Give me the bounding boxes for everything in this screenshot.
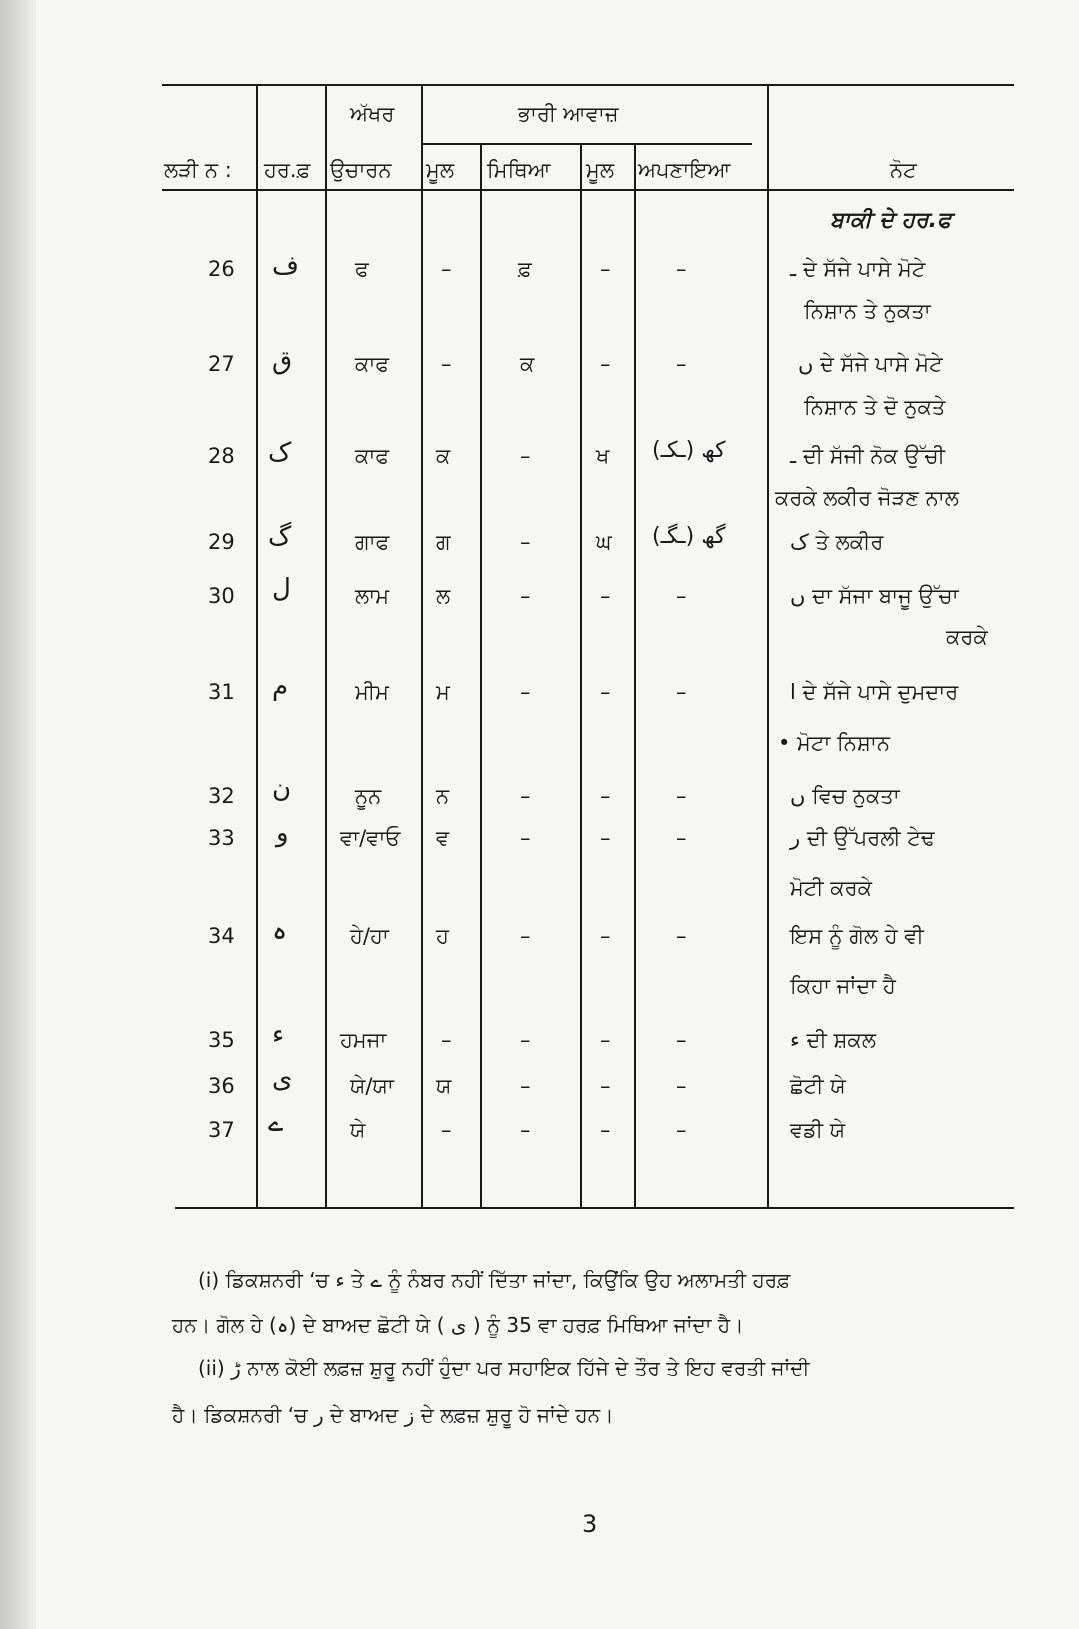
- row-29-name: ਗਾਫ: [355, 530, 390, 554]
- row-34-letter: ہ: [272, 916, 288, 946]
- row-27-note-1: ں ਦੇ ਸੱਜੇ ਪਾਸੇ ਮੋਟੇ: [798, 352, 943, 376]
- row-30-note-2: ਕਰਕੇ: [946, 625, 988, 649]
- row-35-name: ਹਮਜਾ: [340, 1028, 387, 1052]
- row-30-apnaia: –: [676, 584, 687, 608]
- header-note: ਨੋਟ: [890, 158, 917, 182]
- row-31-mool2: –: [600, 680, 611, 704]
- row-27-mithia: ਕ: [520, 352, 535, 376]
- row-28-mithia: –: [520, 444, 531, 468]
- row-33-mool1: ਵ: [436, 826, 450, 850]
- row-26-note-1: ـ ਦੇ ਸੱਜੇ ਪਾਸੇ ਮੋਟੇ: [790, 257, 926, 281]
- row-27-name: ਕਾਫ: [355, 352, 390, 376]
- row-30-mithia: –: [520, 584, 531, 608]
- header-haraf: ਹਰ.ਫ਼: [264, 158, 311, 182]
- table-bottom-rule: [175, 1207, 1014, 1209]
- footnote-2-line-2: ਹੈ। ਡਿਕਸ਼ਨਰੀ ‘ਚ ر ਦੇ ਬਾਅਦ ز ਦੇ ਲਫ਼ਜ਼ ਸ਼ੁਰੂ ਹੋ ਜਾਂਦੇ ਹਨ।: [172, 1403, 614, 1427]
- row-31-letter: م: [272, 672, 289, 702]
- row-33-note-1: ر ਦੀ ਉੱਪਰਲੀ ਟੇਢ: [790, 826, 935, 850]
- row-26-name: ਫ: [355, 257, 369, 281]
- row-30-mool2: –: [600, 584, 611, 608]
- footnote-1-line-2: ਹਨ। ਗੋਲ ਹੇ (ہ) ਦੇ ਬਾਅਦ ਛੋਟੀ ਯੇ ( ی ) ਨੂੰ 35 ਵਾ ਹਰਫ਼ ਮਿਥਿਆ ਜਾਂਦਾ ਹੈ।: [172, 1313, 744, 1337]
- header-mithia: ਮਿਥਿਆ: [487, 158, 551, 182]
- row-36-mool1: ਯ: [436, 1074, 452, 1098]
- row-36-mithia: –: [520, 1074, 531, 1098]
- binding-shadow: [0, 0, 36, 1629]
- row-31-apnaia: –: [676, 680, 687, 704]
- row-27-mool1: –: [441, 352, 452, 376]
- row-30-mool1: ਲ: [436, 584, 451, 608]
- footnote-1-line-1: (i) ਡਿਕਸ਼ਨਰੀ ‘ਚ ء ਤੇ ے ਨੂੰ ਨੰਬਰ ਨਹੀਂ ਦਿੱਤਾ ਜਾਂਦਾ, ਕਿਉਂਕਿ ਉਹ ਅਲਾਮਤੀ ਹਰਫ਼: [198, 1268, 791, 1292]
- header-bhari-awaz: ਭਾਰੀ ਆਵਾਜ਼: [518, 102, 619, 126]
- row-29-note-1: ک ਤੇ ਲਕੀਰ: [790, 530, 884, 554]
- row-28-mool1: ਕ: [436, 444, 451, 468]
- row-34-mithia: –: [520, 924, 531, 948]
- row-31-serial: 31: [208, 680, 235, 704]
- row-30-name: ਲਾਮ: [355, 584, 390, 608]
- row-32-letter: ن: [272, 774, 292, 804]
- row-37-name: ਯੇ: [350, 1118, 366, 1142]
- row-31-note-1: ا ਦੇ ਸੱਜੇ ਪਾਸੇ ਦੁਮਦਾਰ: [790, 680, 959, 704]
- header-mool-2: ਮੂਲ: [586, 158, 615, 182]
- row-27-letter: ق: [272, 346, 293, 376]
- col-divider-7: [767, 85, 769, 1208]
- row-26-mool1: –: [441, 257, 452, 281]
- row-26-apnaia: –: [676, 257, 687, 281]
- row-35-mithia: –: [520, 1028, 531, 1052]
- row-35-mool1: –: [441, 1028, 452, 1052]
- row-37-mool2: –: [600, 1118, 611, 1142]
- row-31-name: ਮੀਮ: [355, 680, 389, 704]
- row-32-note-1: ں ਵਿਚ ਨੁਕਤਾ: [790, 784, 900, 808]
- row-27-apnaia: –: [676, 352, 687, 376]
- row-34-apnaia: –: [676, 924, 687, 948]
- header-mool-1: ਮੂਲ: [426, 158, 455, 182]
- row-31-mool1: ਮ: [436, 680, 450, 704]
- row-26-note-2: ਨਿਸ਼ਾਨ ਤੇ ਨੁਕਤਾ: [804, 299, 931, 323]
- col-divider-3: [421, 85, 423, 1208]
- row-28-serial: 28: [208, 444, 235, 468]
- row-35-letter: ء: [272, 1020, 285, 1050]
- row-32-serial: 32: [208, 784, 235, 808]
- row-27-serial: 27: [208, 352, 235, 376]
- page-number: 3: [582, 1510, 598, 1538]
- col-divider-2: [325, 85, 327, 1208]
- row-27-note-2: ਨਿਸ਼ਾਨ ਤੇ ਦੋ ਨੁਕਤੇ: [804, 395, 946, 419]
- col-divider-6: [634, 145, 636, 1208]
- row-35-apnaia: –: [676, 1028, 687, 1052]
- header-serial: ਲੜੀ ਨ :: [164, 158, 232, 182]
- row-35-note-1: ء ਦੀ ਸ਼ਕਲ: [790, 1028, 876, 1052]
- section-title: ਬਾਕੀ ਦੇ ਹਰ.ਫ: [830, 208, 952, 233]
- row-26-serial: 26: [208, 257, 235, 281]
- row-33-apnaia: –: [676, 826, 687, 850]
- row-33-mithia: –: [520, 826, 531, 850]
- header-bottom-rule: [162, 189, 1014, 191]
- row-27-mool2: –: [600, 352, 611, 376]
- header-subrule: [422, 143, 752, 145]
- row-37-serial: 37: [208, 1118, 235, 1142]
- row-36-mool2: –: [600, 1074, 611, 1098]
- row-32-mithia: –: [520, 784, 531, 808]
- row-32-apnaia: –: [676, 784, 687, 808]
- row-37-mithia: –: [520, 1118, 531, 1142]
- row-29-mithia: –: [520, 530, 531, 554]
- row-37-mool1: –: [441, 1118, 452, 1142]
- row-26-mithia: ਫ਼: [518, 257, 532, 281]
- row-33-note-2: ਮੋਟੀ ਕਰਕੇ: [790, 876, 872, 900]
- row-28-mool2: ਖ: [596, 444, 610, 468]
- row-36-letter: ی: [272, 1064, 293, 1094]
- row-31-mithia: –: [520, 680, 531, 704]
- row-33-name: ਵਾ/ਵਾਓ: [340, 826, 401, 850]
- table-top-rule: [162, 84, 1014, 86]
- row-34-note-2: ਕਿਹਾ ਜਾਂਦਾ ਹੈ: [790, 974, 896, 998]
- row-35-mool2: –: [600, 1028, 611, 1052]
- header-apnaia: ਅਪਣਾਇਆ: [638, 158, 731, 182]
- row-33-mool2: –: [600, 826, 611, 850]
- row-30-note-1: ں ਦਾ ਸੱਜਾ ਬਾਜੂ ਉੱਚਾ: [790, 584, 959, 608]
- header-akhar: ਅੱਖਰ: [350, 102, 395, 126]
- row-31-note-2: • ਮੋਟਾ ਨਿਸ਼ਾਨ: [778, 731, 891, 755]
- row-34-name: ਹੇ/ਹਾ: [350, 924, 389, 948]
- row-34-mool2: –: [600, 924, 611, 948]
- row-35-serial: 35: [208, 1028, 235, 1052]
- row-33-letter: و: [276, 818, 289, 848]
- row-28-note-2: ਕਰਕੇ ਲਕੀਰ ਜੋੜਣ ਨਾਲ: [775, 486, 959, 510]
- row-28-note-1: ـ ਦੀ ਸੱਜੀ ਨੋਕ ਉੱਚੀ: [790, 444, 945, 468]
- row-36-apnaia: –: [676, 1074, 687, 1098]
- row-29-letter: گ: [268, 522, 292, 552]
- header-ucharan: ਉਚਾਰਨ: [330, 158, 392, 182]
- col-divider-5: [580, 145, 582, 1208]
- row-28-letter: ک: [268, 438, 292, 468]
- row-29-serial: 29: [208, 530, 235, 554]
- row-33-serial: 33: [208, 826, 235, 850]
- row-30-serial: 30: [208, 584, 235, 608]
- row-26-letter: ف: [272, 251, 299, 281]
- row-37-letter: ے: [268, 1108, 284, 1138]
- row-30-letter: ل: [272, 574, 291, 604]
- col-divider-1: [256, 85, 258, 1208]
- row-32-mool1: ਨ: [436, 784, 450, 808]
- row-28-name: ਕਾਫ: [355, 444, 390, 468]
- row-29-mool1: ਗ: [436, 530, 451, 554]
- row-34-note-1: ਇਸ ਨੂੰ ਗੋਲ ਹੇ ਵੀ: [790, 924, 924, 948]
- col-divider-4: [480, 145, 482, 1208]
- row-34-serial: 34: [208, 924, 235, 948]
- row-37-note-1: ਵਡੀ ਯੇ: [790, 1118, 846, 1142]
- row-32-name: ਨੂਨ: [355, 784, 382, 808]
- row-36-note-1: ਛੋਟੀ ਯੇ: [790, 1074, 846, 1098]
- row-26-mool2: –: [600, 257, 611, 281]
- footnote-2-line-1: (ii) ڑ ਨਾਲ ਕੋਈ ਲਫ਼ਜ਼ ਸ਼ੁਰੂ ਨਹੀਂ ਹੁੰਦਾ ਪਰ ਸਹਾਇਕ ਹਿੱਜੇ ਦੇ ਤੌਰ ਤੇ ਇਹ ਵਰਤੀ ਜਾਂਦੀ: [198, 1356, 810, 1380]
- row-29-apnaia: گھ (ـگـ): [652, 524, 726, 549]
- row-36-name: ਯੇ/ਯਾ: [350, 1074, 394, 1098]
- row-32-mool2: –: [600, 784, 611, 808]
- row-37-apnaia: –: [676, 1118, 687, 1142]
- row-34-mool1: ਹ: [436, 924, 449, 948]
- row-36-serial: 36: [208, 1074, 235, 1098]
- row-28-apnaia: کھ (ـکـ): [652, 438, 726, 463]
- row-29-mool2: ਘ: [596, 530, 612, 554]
